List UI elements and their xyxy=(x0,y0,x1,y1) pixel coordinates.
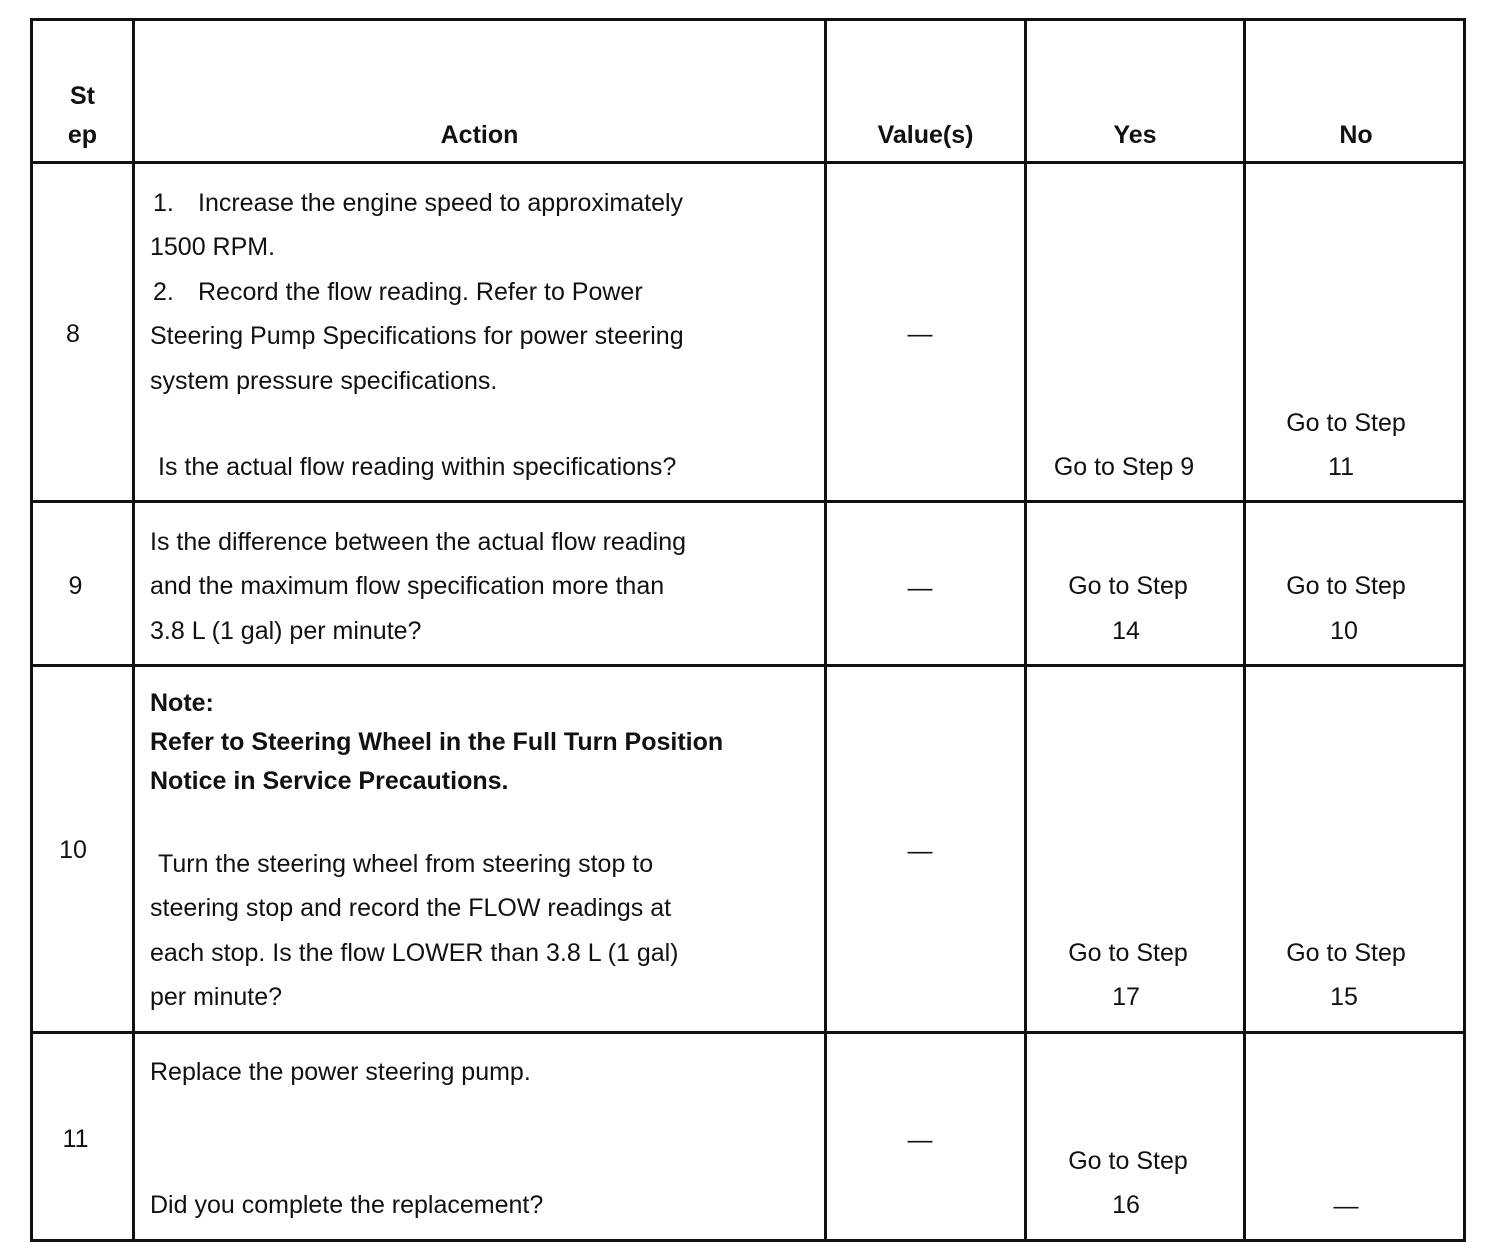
no-action: Go to Step xyxy=(1286,572,1406,600)
action-item-number: 1. xyxy=(153,189,174,217)
no-action: Go to Step xyxy=(1286,939,1406,967)
header-no: No xyxy=(1339,121,1373,149)
action-text: 1500 RPM. xyxy=(150,233,276,261)
action-text: Is the difference between the actual flow reading xyxy=(150,528,686,556)
row-divider xyxy=(33,1031,1463,1034)
step-number: 10 xyxy=(59,836,87,864)
row-divider xyxy=(33,161,1463,164)
yes-action: Go to Step xyxy=(1068,1147,1188,1175)
value-dash: — xyxy=(907,837,933,865)
diagnostic-table xyxy=(30,18,1466,1242)
action-text: steering stop and record the FLOW readings at xyxy=(150,894,672,922)
yes-action: Go to Step xyxy=(1068,572,1188,600)
action-text: and the maximum flow specification more than xyxy=(150,572,665,600)
no-step-number: 11 xyxy=(1328,453,1354,481)
row-divider xyxy=(33,500,1463,503)
no-dash: — xyxy=(1333,1192,1359,1220)
action-text: Steering Pump Specifications for power steering xyxy=(150,322,684,350)
header-step-line2: ep xyxy=(67,121,98,149)
header-yes: Yes xyxy=(1113,121,1157,149)
step-number: 8 xyxy=(66,320,80,348)
action-text: system pressure specifications. xyxy=(150,367,498,395)
action-text: Turn the steering wheel from steering stop to xyxy=(158,850,654,878)
value-dash: — xyxy=(907,1126,933,1154)
step-number: 9 xyxy=(68,572,83,600)
yes-step-number: 14 xyxy=(1112,617,1140,645)
action-question: Is the actual flow reading within specifications? xyxy=(158,453,677,481)
yes-action: Go to Step xyxy=(1068,939,1188,967)
note-label: Note: xyxy=(150,689,214,717)
yes-step-number: 16 xyxy=(1112,1191,1140,1219)
value-dash: — xyxy=(907,320,933,348)
header-values: Value(s) xyxy=(877,121,974,149)
action-text: Increase the engine speed to approximately xyxy=(198,189,684,217)
action-text: each stop. Is the flow LOWER than 3.8 L (1 gal) xyxy=(150,939,679,967)
yes-action: Go to Step 9 xyxy=(1053,453,1195,481)
action-text: Replace the power steering pump. xyxy=(150,1058,531,1086)
note-text: Notice in Service Precautions. xyxy=(150,767,509,795)
column-divider xyxy=(132,21,135,1239)
no-action: Go to Step xyxy=(1286,409,1406,437)
no-step-number: 15 xyxy=(1330,983,1358,1011)
yes-step-number: 17 xyxy=(1112,983,1140,1011)
action-text: 3.8 L (1 gal) per minute? xyxy=(150,617,422,645)
action-question: Did you complete the replacement? xyxy=(150,1191,544,1219)
action-text: per minute? xyxy=(150,983,283,1011)
step-number: 11 xyxy=(62,1125,89,1153)
header-action: Action xyxy=(440,121,519,149)
column-divider xyxy=(824,21,827,1239)
action-text: Record the flow reading. Refer to Power xyxy=(198,278,643,306)
row-divider xyxy=(33,664,1463,667)
no-step-number: 10 xyxy=(1330,617,1358,645)
value-dash: — xyxy=(907,574,933,602)
action-item-number: 2. xyxy=(153,278,174,306)
header-step-line1: St xyxy=(70,82,95,110)
note-text: Refer to Steering Wheel in the Full Turn Position xyxy=(150,728,724,756)
